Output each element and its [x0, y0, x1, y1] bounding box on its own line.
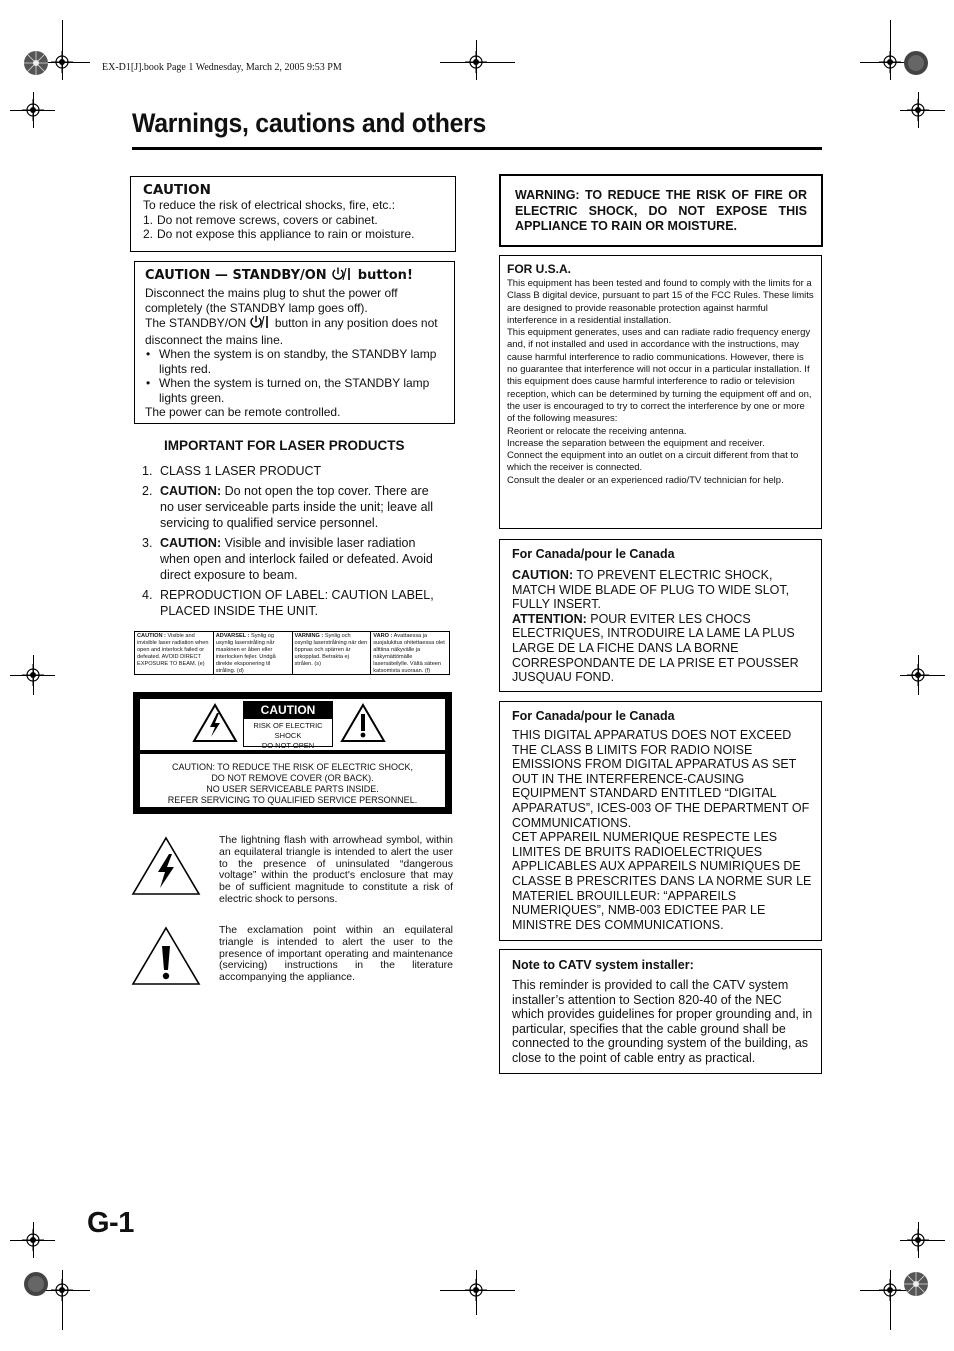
registration-target-icon: [51, 51, 73, 73]
standby-footer: The power can be remote controlled.: [145, 405, 341, 419]
laser-label-reproduction: [134, 631, 450, 675]
canada-plug-box: [499, 539, 822, 692]
list-item: • When the system is on standby, the STANDBY lamp lights red.: [145, 347, 446, 376]
standby-para1: Disconnect the mains plug to shut the power off completely (the STANDBY lamp goes off).: [145, 286, 398, 315]
caution-label: CAUTION RISK OF ELECTRIC SHOCK DO NOT OPEN CAUTION: TO REDUCE THE RISK OF ELECTRIC SHOCK, DO NOT REMOVE COVER (OR BACK). NO USER SERVICEABLE PARTS INSIDE. REFER SERVICING TO QUALIFIED SERVICE PERSONNEL.: [133, 692, 452, 814]
exclamation-symbol-text: The exclamation point within an equilateral triangle is intended to alert the user to the presence of important operating and maintenance (servicing) instructions in the literature accompanying the appliance.: [219, 924, 453, 984]
canada-ices-box: [499, 701, 822, 941]
canada-ices-en: THIS DIGITAL APPARATUS DOES NOT EXCEED THE CLASS B LIMITS FOR RADIO NOISE EMISSIONS FROM DIGITAL APPARATUS AS SET OUT IN THE INTERFERENCE-CAUSING EQUIPMENT STANDARD ENTITLED “DIGITAL APPARATUS”, ICES-003 OF THE DEPARTMENT OF COMMUNICATIONS.: [512, 728, 810, 830]
standby-heading: CAUTION — STANDBY/ON button!: [145, 267, 446, 286]
list-item: 1. CLASS 1 LASER PRODUCT: [142, 464, 322, 478]
registration-target-icon: [907, 99, 929, 121]
laser-label-da: ADVARSEL : Synlig og usynlig laserstråling når maskinen er åben eller interlocken fejler. Undgå direkte eksponering til stråling. (d): [214, 632, 293, 674]
registration-target-icon: [22, 99, 44, 121]
registration-target-icon: [907, 1229, 929, 1251]
standby-bullets: [145, 347, 446, 405]
registration-target-icon: [465, 51, 487, 73]
laser-heading: IMPORTANT FOR LASER PRODUCTS: [164, 438, 405, 453]
warning-text: WARNING: TO REDUCE THE RISK OF FIRE OR ELECTRIC SHOCK, DO NOT EXPOSE THIS APPLIANCE TO RAIN OR MOISTURE.: [515, 188, 807, 233]
registration-target-icon: [22, 1229, 44, 1251]
laser-label-sv: VARNING : Synlig och osynlig laserstrålning när den öppnas och spärren är urkopplad. Betrakta ej strålen. (s): [293, 632, 372, 674]
color-dial-icon: [23, 50, 49, 76]
registration-target-icon: [907, 664, 929, 686]
catv-heading: Note to CATV system installer:: [512, 958, 694, 972]
usa-fcc-box: [499, 255, 822, 529]
usa-para: Connect the equipment into an outlet on a circuit different from that to which the receiver is connected.: [507, 450, 799, 474]
list-item: 3. CAUTION: Visible and invisible laser radiation when open and interlock failed or defeated. Avoid direct exposure to beam.: [142, 536, 433, 582]
laser-label-fi: VARO : Avattaessa ja suojalukitus ohitettaessa olet alttiina näkyvälle ja näkymättömälle lasersäteilylle. Vältä säteen katsomista suoraan. (f): [373, 633, 445, 674]
lightning-triangle-icon: [131, 836, 201, 901]
list-item: • When the system is turned on, the STANDBY lamp lights green.: [145, 376, 446, 405]
caution-intro: To reduce the risk of electrical shocks, fire, etc.:: [143, 198, 396, 212]
registration-target-icon: [51, 1279, 73, 1301]
exclamation-triangle-icon: [340, 703, 386, 748]
caution-badge-block: CAUTION RISK OF ELECTRIC SHOCK DO NOT OPEN: [243, 701, 333, 747]
usa-para: Consult the dealer or an experienced radio/TV technician for help.: [507, 474, 784, 486]
file-info-header: EX-D1[J].book Page 1 Wednesday, March 2, 2005 9:53 PM: [102, 62, 342, 73]
usa-para: This equipment generates, uses and can radiate radio frequency energy and, if not installed and used in accordance with the instructions, may cause harmful interference to radio communications. However, there is no guarantee that interference will not occur in a particular installation. If this equipment does cause harmful interference to radio or television reception, which can be determined by turning the equipment off and on, the user is encouraged to try to correct the interference by one or more of the following measures:: [507, 327, 812, 425]
power-standby-icon: [249, 315, 271, 333]
registration-target-icon: [879, 1279, 901, 1301]
page-number: G-1: [87, 1207, 134, 1239]
warning-box: [499, 174, 823, 247]
canada-ices-fr: CET APPAREIL NUMERIQUE RESPECTE LES LIMITES DE BRUITS RADIOELECTRIQUES APPLICABLES AUX APPAREILS NUMIRIQUES DE CLASSE B PRESCRITES DANS LA NORME SUR LE MATERIEL BROUILLEUR: “APPAREILS NUMERIQUES”, NMB-003 EDICTEE PAR LE MINISTRE DES COMMUNICATIONS.: [512, 830, 812, 932]
lightning-symbol-text: The lightning flash with arrowhead symbol, within an equilateral triangle is intended to alert the user to the presence of uninsulated “dangerous voltage” within the product's enclosure that may be of sufficient magnitude to constitute a risk of electric shock to persons.: [219, 834, 453, 905]
list-item: 2. Do not expose this appliance to rain or moisture.: [143, 227, 415, 241]
usa-para: Increase the separation between the equipment and receiver.: [507, 437, 765, 449]
color-dial-icon: [903, 1271, 929, 1297]
canada-heading: For Canada/pour le Canada: [512, 709, 675, 723]
registration-target-icon: [879, 51, 901, 73]
canada-caution: CAUTION: TO PREVENT ELECTRIC SHOCK, MATCH WIDE BLADE OF PLUG TO WIDE SLOT, FULLY INSERT.: [512, 568, 790, 612]
list-item: 4. REPRODUCTION OF LABEL: CAUTION LABEL, PLACED INSIDE THE UNIT.: [142, 588, 434, 618]
caution-box: [130, 176, 456, 252]
caution-list: [143, 213, 447, 242]
usa-heading: FOR U.S.A.: [507, 262, 572, 276]
catv-box: [499, 949, 822, 1074]
usa-para: Reorient or relocate the receiving antenna.: [507, 425, 687, 437]
lightning-triangle-icon: [192, 703, 238, 748]
exclamation-triangle-icon: [131, 926, 201, 991]
caution-heading: CAUTION: [143, 182, 211, 198]
laser-label-en: CAUTION : Visible and invisible laser radiation when open and interlock failed or defeated. AVOID DIRECT EXPOSURE TO BEAM. (e): [135, 632, 214, 674]
page-title: Warnings, cautions and others: [132, 108, 487, 138]
canada-attention: ATTENTION: POUR EVITER LES CHOCS ELECTRIQUES, INTRODUIRE LA LAME LA PLUS LARGE DE LA FICHE DANS LA BORNE CORRESPONDANTE DE LA PRISE ET POUSSER JUSQUAU FOND.: [512, 611, 799, 685]
registration-target-icon: [22, 664, 44, 686]
power-standby-icon: [331, 267, 353, 286]
gray-dial-icon: [23, 1271, 49, 1297]
gray-dial-icon: [903, 50, 929, 76]
title-rule: [132, 147, 822, 150]
registration-target-icon: [465, 1279, 487, 1301]
standby-caution-box: [134, 261, 455, 424]
laser-list: [142, 463, 442, 623]
list-item: 1. Do not remove screws, covers or cabinet.: [143, 212, 378, 227]
catv-text: This reminder is provided to call the CATV system installer’s attention to Section 820-40 of the NEC which provides guidelines for proper grounding and, in particular, specifies that the cable ground shall be connected to the grounding system of the building, as close to the point of cable entry as practical.: [512, 978, 813, 1065]
canada-heading: For Canada/pour le Canada: [512, 547, 675, 561]
standby-para2: The STANDBY/ON button in any position does not disconnect the mains line.: [145, 316, 438, 347]
list-item: 2. CAUTION: Do not open the top cover. There are no user serviceable parts inside the unit; leave all servicing to qualified service personnel.: [142, 484, 434, 530]
usa-para: This equipment has been tested and found to comply with the limits for a Class B digital device, pursuant to part 15 of the FCC Rules. These limits are designed to provide reasonable protection against harmful interference in a residential installation.: [507, 278, 814, 326]
caution-badge: CAUTION: [244, 702, 332, 719]
